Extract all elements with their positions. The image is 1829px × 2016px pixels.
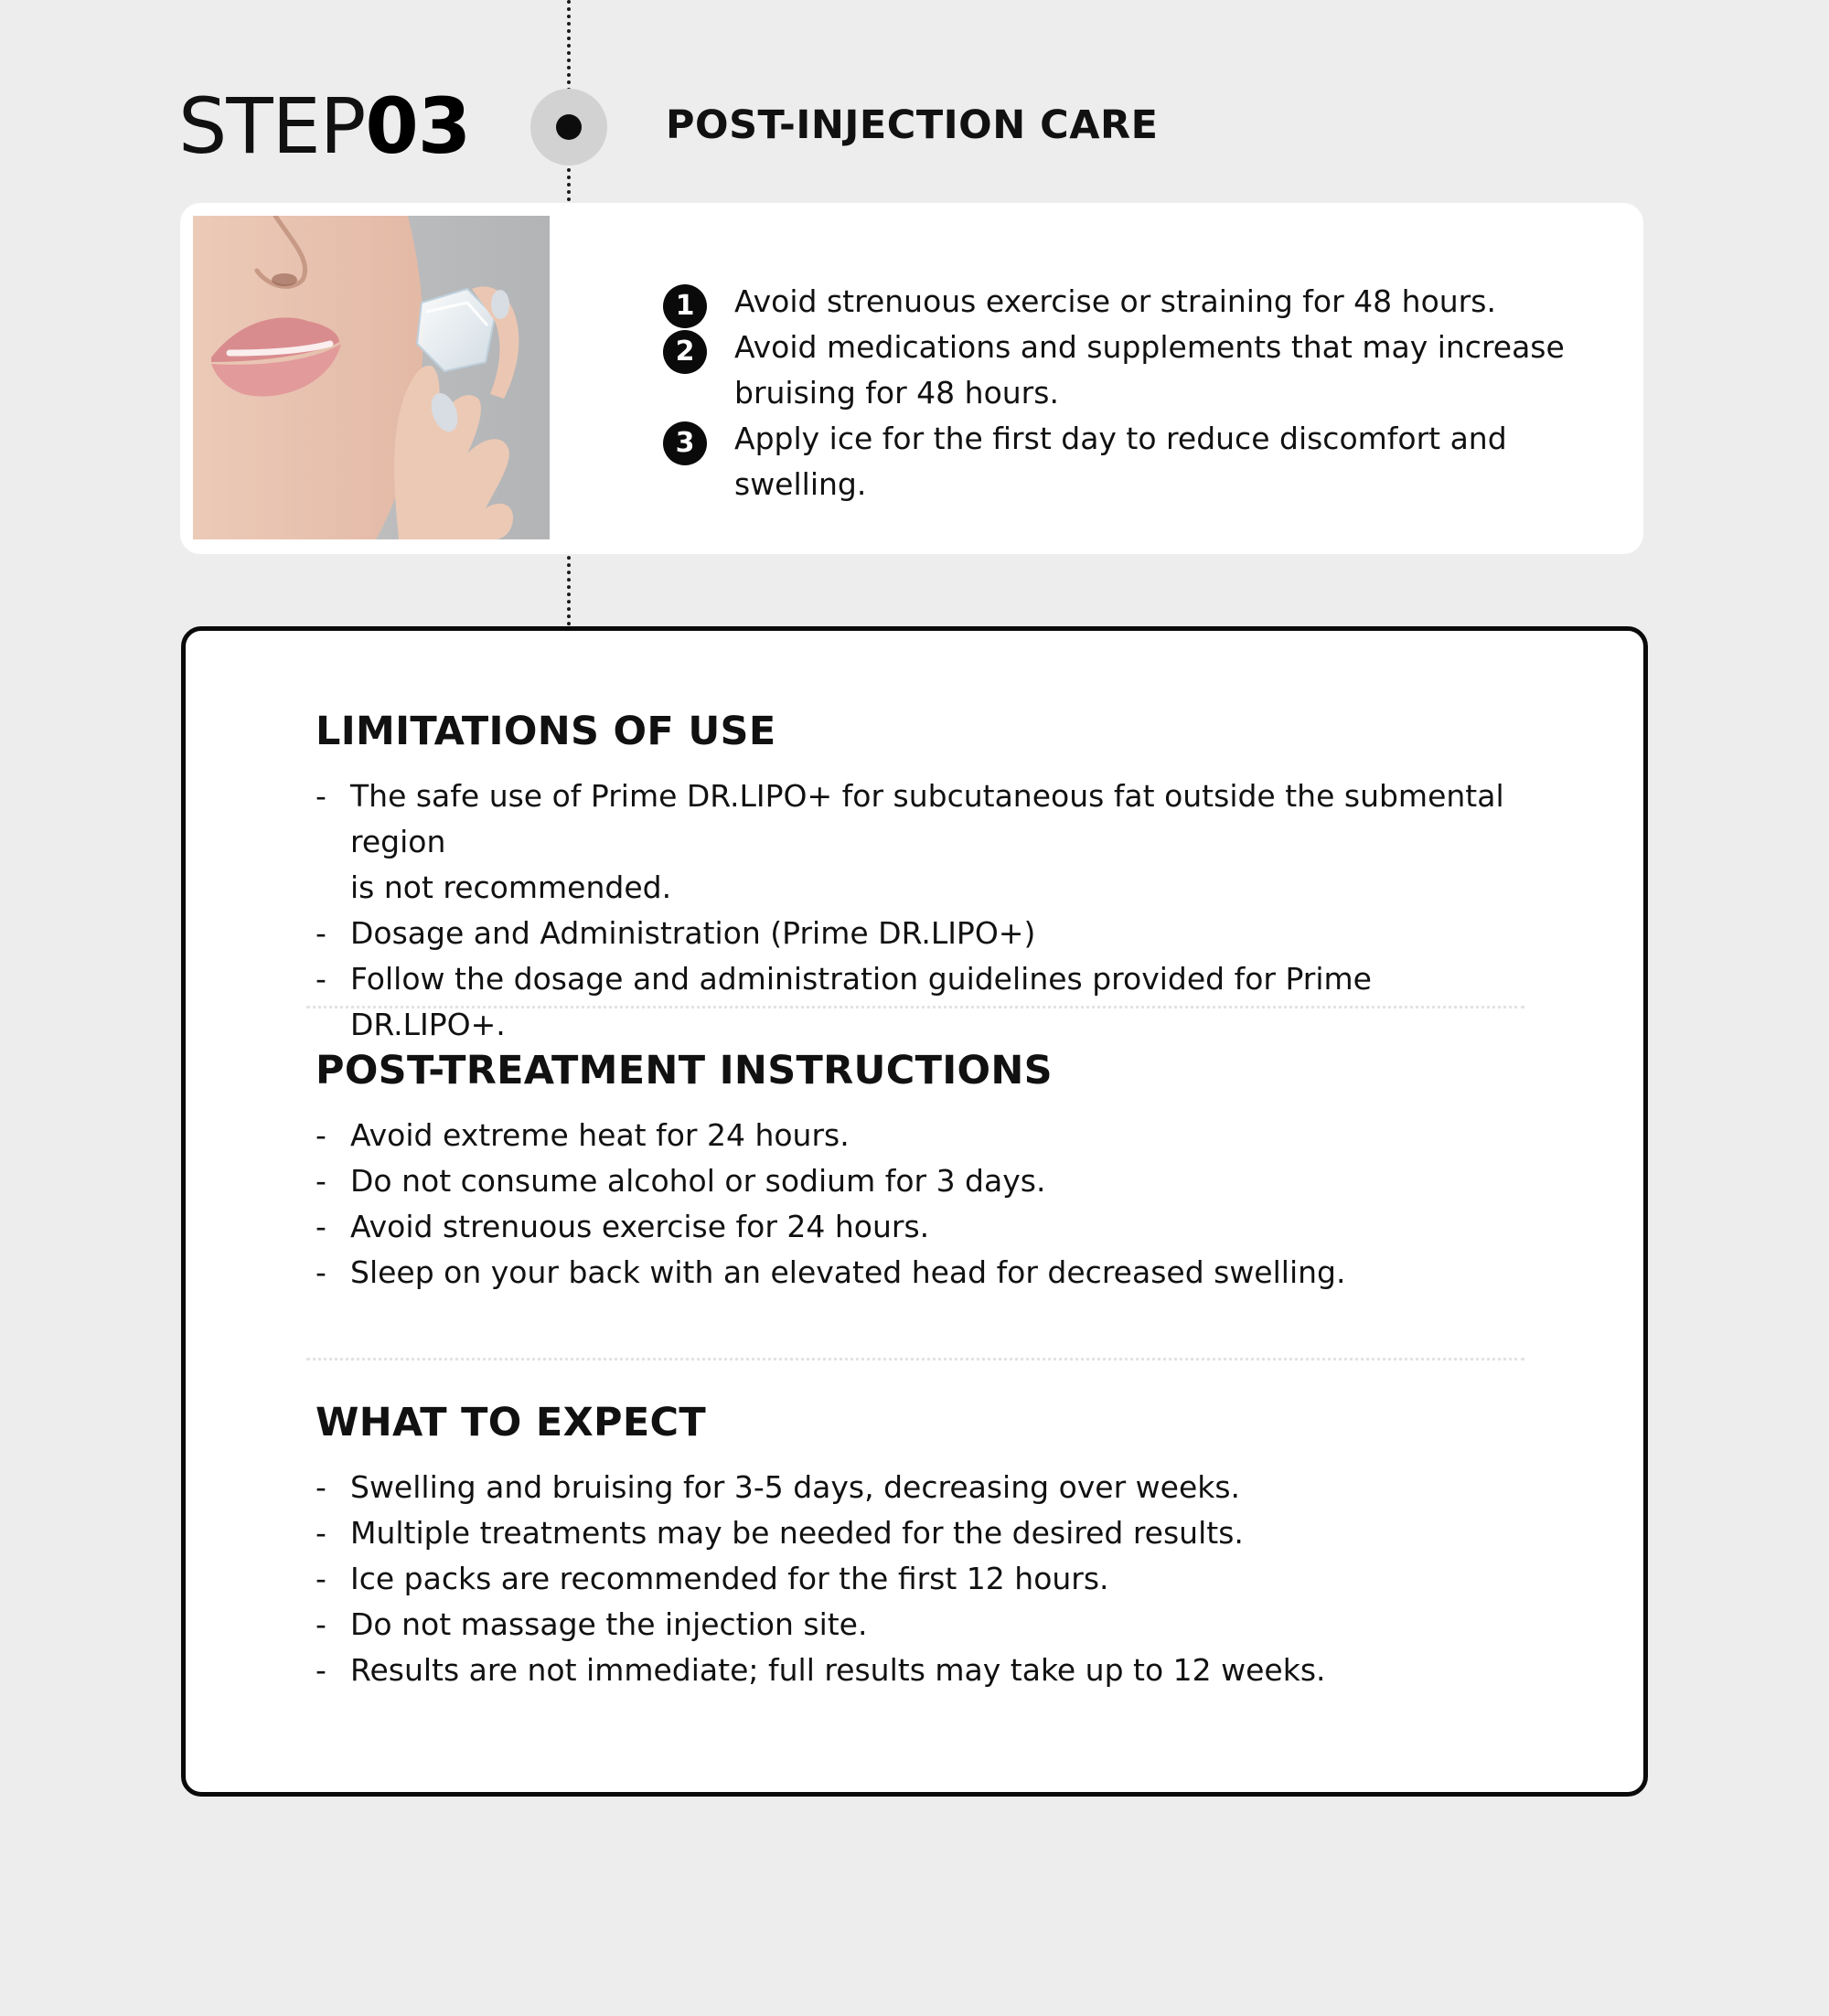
section-divider [306, 1358, 1524, 1360]
step-number: 03 [365, 81, 471, 171]
post-treatment-section [316, 1045, 1504, 1296]
bullet-dash: - [316, 1163, 326, 1199]
bullet-dash: - [316, 1254, 326, 1290]
section-title: WHAT TO EXPECT [316, 1400, 707, 1445]
list-item-text: Do not consume alcohol or sodium for 3 days. [350, 1163, 1046, 1199]
list-item [316, 1113, 1504, 1158]
list-item [316, 956, 1504, 1048]
list-item-text: Avoid strenuous exercise or straining for 48 hours. [734, 283, 1496, 319]
bullet-dash: - [316, 1606, 326, 1642]
list-item-text: Avoid medications and supplements that may increase [734, 329, 1565, 365]
list-item [316, 1556, 1504, 1602]
list-item-text: Results are not immediate; full results may take up to 12 weeks. [350, 1652, 1326, 1688]
list-item-text: Do not massage the injection site. [350, 1606, 868, 1642]
what-to-expect-section [316, 1397, 1504, 1693]
list-item-text: Avoid extreme heat for 24 hours. [350, 1117, 850, 1153]
treatment-info-box [181, 626, 1648, 1797]
bullet-dash: - [316, 778, 326, 814]
bullet-dash: - [316, 961, 326, 997]
what-to-expect-list [316, 1465, 1504, 1693]
bullet-dash: - [316, 1209, 326, 1244]
list-item [316, 773, 1504, 911]
list-item [316, 1648, 1504, 1693]
list-item-text: Swelling and bruising for 3-5 days, decreasing over weeks. [350, 1469, 1241, 1505]
list-item [663, 416, 1614, 507]
list-item [316, 1465, 1504, 1510]
list-item-text: Apply ice for the first day to reduce discomfort and swelling. [734, 421, 1507, 502]
list-item-text: Avoid strenuous exercise for 24 hours. [350, 1209, 930, 1244]
timeline-node-dot [556, 114, 582, 140]
photo-illustration [193, 216, 550, 539]
post-injection-care-card [180, 203, 1643, 554]
list-item-text-continued: bruising for 48 hours. [734, 375, 1059, 411]
list-item [663, 279, 1614, 325]
step-heading: POST-INJECTION CARE [666, 102, 1159, 148]
list-item [316, 1510, 1504, 1556]
woman-holding-ice-cube-photo [193, 216, 550, 539]
list-item-text: The safe use of Prime DR.LIPO+ for subcutaneous fat outside the submental region [350, 778, 1504, 859]
list-item-text: Follow the dosage and administration guidelines provided for Prime DR.LIPO+. [350, 961, 1372, 1042]
list-item [316, 1158, 1504, 1204]
bullet-dash: - [316, 1652, 326, 1688]
list-item-text: Multiple treatments may be needed for the desired results. [350, 1515, 1244, 1551]
list-item [663, 325, 1614, 416]
step-title [178, 80, 470, 172]
bullet-dash: - [316, 915, 326, 951]
list-item-text: Ice packs are recommended for the first 12 hours. [350, 1561, 1109, 1596]
number-badge-1: 1 [663, 284, 707, 328]
post-injection-care-list [663, 279, 1614, 507]
step-word: STEP [178, 81, 366, 171]
list-item [316, 1250, 1504, 1296]
list-item-text: Sleep on your back with an elevated head for decreased swelling. [350, 1254, 1346, 1290]
section-title: LIMITATIONS OF USE [316, 709, 776, 754]
bullet-dash: - [316, 1515, 326, 1551]
limitations-section [316, 706, 1504, 1048]
list-item [316, 911, 1504, 956]
list-item [316, 1204, 1504, 1250]
list-item-text: Dosage and Administration (Prime DR.LIPO+) [350, 915, 1036, 951]
bullet-dash: - [316, 1561, 326, 1596]
list-item-text-continued: is not recommended. [350, 869, 672, 905]
section-divider [306, 1006, 1524, 1008]
bullet-dash: - [316, 1117, 326, 1153]
bullet-dash: - [316, 1469, 326, 1505]
number-badge-3: 3 [663, 421, 707, 465]
list-item [316, 1602, 1504, 1648]
number-badge-2: 2 [663, 330, 707, 374]
section-title: POST-TREATMENT INSTRUCTIONS [316, 1048, 1053, 1093]
post-treatment-list [316, 1113, 1504, 1296]
